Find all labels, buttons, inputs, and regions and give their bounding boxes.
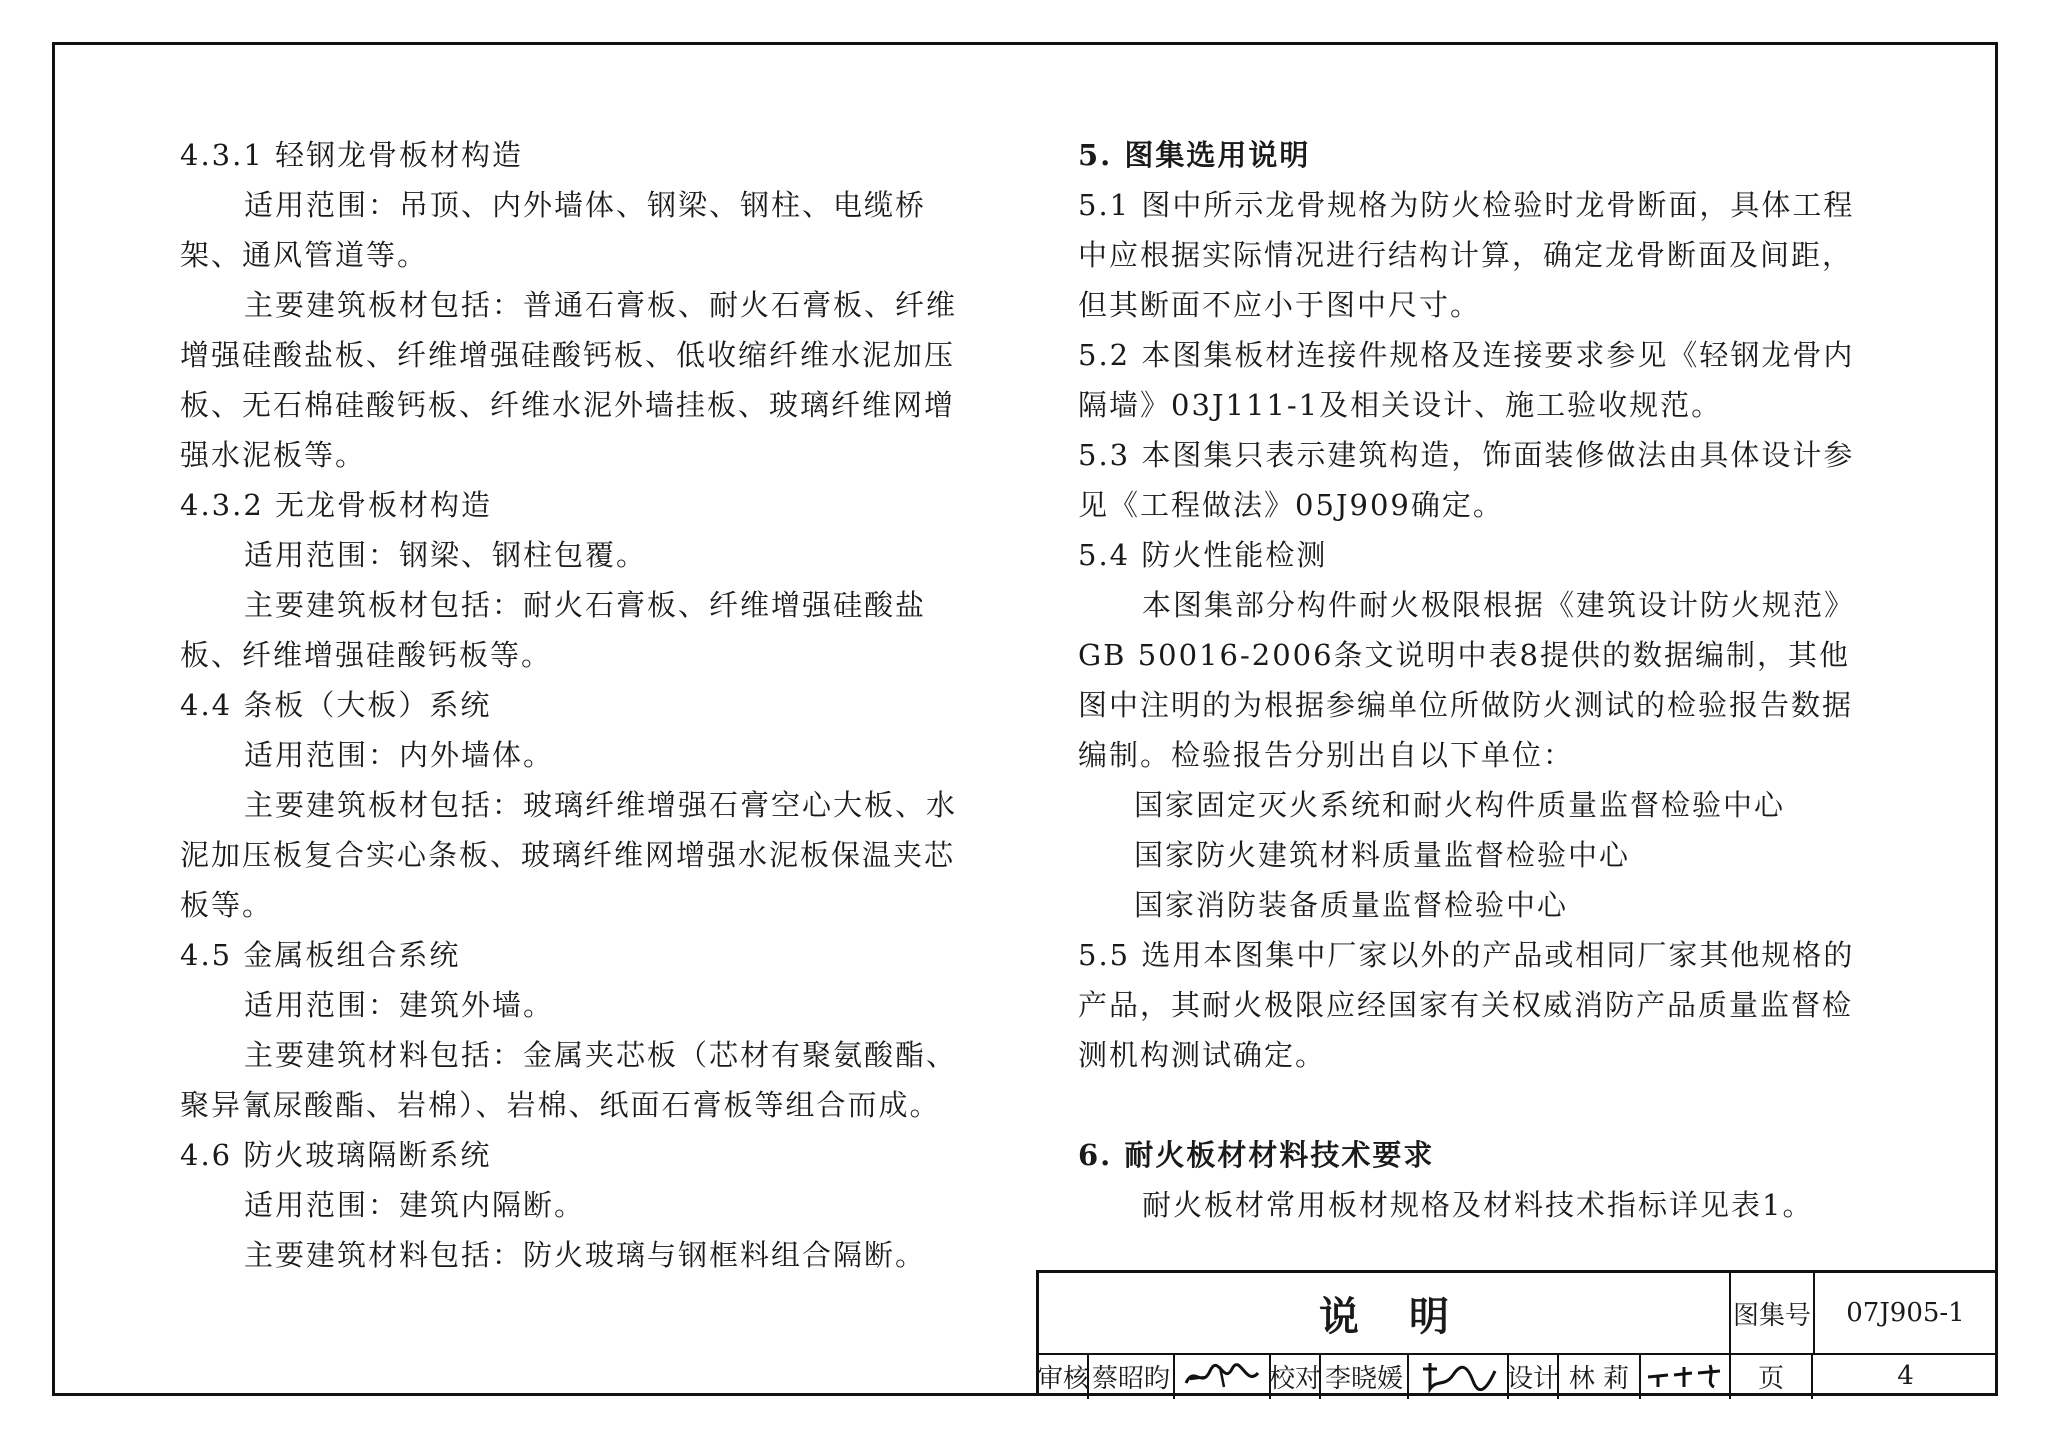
left-column xyxy=(180,130,970,1280)
section-4-3-2-heading: 4.3.2 无龙骨板材构造 xyxy=(180,488,493,522)
page-label: 页 xyxy=(1731,1353,1813,1399)
designer-name: 林 莉 xyxy=(1559,1353,1641,1399)
section-4-6-heading: 4.6 防火玻璃隔断系统 xyxy=(180,1138,492,1172)
page-number: 4 xyxy=(1897,1361,1914,1391)
section-4-3-2-scope: 适用范围：钢梁、钢柱包覆。 xyxy=(244,538,648,572)
section-4-5-heading: 4.5 金属板组合系统 xyxy=(180,938,461,972)
section-4-6-scope: 适用范围：建筑内隔断。 xyxy=(244,1188,586,1222)
test-unit-2: 国家防火建筑材料质量监督检验中心 xyxy=(1134,838,1631,872)
test-unit-1: 国家固定灭火系统和耐火构件质量监督检验中心 xyxy=(1134,788,1786,822)
section-4-4-heading: 4.4 条板（大板）系统 xyxy=(180,688,492,722)
section-4-4-materials: 主要建筑板材包括：玻璃纤维增强石膏空心大板、水泥加压板复合实心条板、玻璃纤维网增强水泥板保温夹芯板等。 xyxy=(180,788,958,922)
section-6-heading: 6. 耐火板材材料技术要求 xyxy=(1078,1138,1435,1172)
section-5-2: 5.2 本图集板材连接件规格及连接要求参见《轻钢龙骨内隔墙》03J111-1及相关设计、施工验收规范。 xyxy=(1078,338,1855,422)
title-block xyxy=(1036,1270,1998,1396)
atlas-number: 07J905-1 xyxy=(1846,1298,1965,1328)
section-4-6-materials: 主要建筑材料包括：防火玻璃与钢框料组合隔断。 xyxy=(244,1238,927,1272)
section-6-body: 耐火板材常用板材规格及材料技术指标详见表1。 xyxy=(1142,1188,1814,1222)
section-4-3-1-heading: 4.3.1 轻钢龙骨板材构造 xyxy=(180,138,524,172)
reviewer-signature xyxy=(1175,1353,1271,1399)
design-label: 设计 xyxy=(1509,1353,1559,1399)
section-5-5: 5.5 选用本图集中厂家以外的产品或相同厂家其他规格的产品，其耐火极限应经国家有关权威消防产品质量监督检测机构测试确定。 xyxy=(1078,938,1855,1072)
section-4-5-materials: 主要建筑材料包括：金属夹芯板（芯材有聚氨酸酯、聚异氰尿酸酯、岩棉）、岩棉、纸面石膏板等组合而成。 xyxy=(180,1038,958,1122)
atlas-number-label: 图集号 xyxy=(1731,1273,1815,1353)
section-5-heading: 5. 图集选用说明 xyxy=(1078,138,1311,172)
reviewer-name: 蔡昭昀 xyxy=(1089,1353,1175,1399)
section-4-3-1-materials: 主要建筑板材包括：普通石膏板、耐火石膏板、纤维增强硅酸盐板、纤维增强硅酸钙板、低收缩纤维水泥加压板、无石棉硅酸钙板、纤维水泥外墙挂板、玻璃纤维网增强水泥板等。 xyxy=(180,288,958,472)
section-4-3-2-materials: 主要建筑板材包括：耐火石膏板、纤维增强硅酸盐板、纤维增强硅酸钙板等。 xyxy=(180,588,927,672)
right-column xyxy=(1078,130,1878,1230)
section-5-1: 5.1 图中所示龙骨规格为防火检验时龙骨断面，具体工程中应根据实际情况进行结构计算，确定龙骨断面及间距，但其断面不应小于图中尺寸。 xyxy=(1078,188,1855,322)
section-4-4-scope: 适用范围：内外墙体。 xyxy=(244,738,555,772)
section-4-5-scope: 适用范围：建筑外墙。 xyxy=(244,988,555,1022)
checker-name: 李晓媛 xyxy=(1321,1353,1409,1399)
test-unit-3: 国家消防装备质量监督检验中心 xyxy=(1134,888,1569,922)
section-5-4-body: 本图集部分构件耐火极限根据《建筑设计防火规范》GB 50016-2006条文说明中表8提供的数据编制，其他图中注明的为根据参编单位所做防火测试的检验报告数据编制。检验报告分别出自以下单位： xyxy=(1078,588,1856,772)
section-4-3-1-scope: 适用范围：吊顶、内外墙体、钢梁、钢柱、电缆桥架、通风管道等。 xyxy=(180,188,927,272)
check-label: 校对 xyxy=(1271,1353,1321,1399)
section-5-3: 5.3 本图集只表示建筑构造，饰面装修做法由具体设计参见《工程做法》05J909确定。 xyxy=(1078,438,1855,522)
sheet-title: 说明 xyxy=(1039,1273,1731,1353)
section-5-4-heading: 5.4 防火性能检测 xyxy=(1078,538,1328,572)
review-label: 审核 xyxy=(1039,1353,1089,1399)
designer-signature xyxy=(1641,1353,1731,1399)
checker-signature xyxy=(1409,1353,1509,1399)
